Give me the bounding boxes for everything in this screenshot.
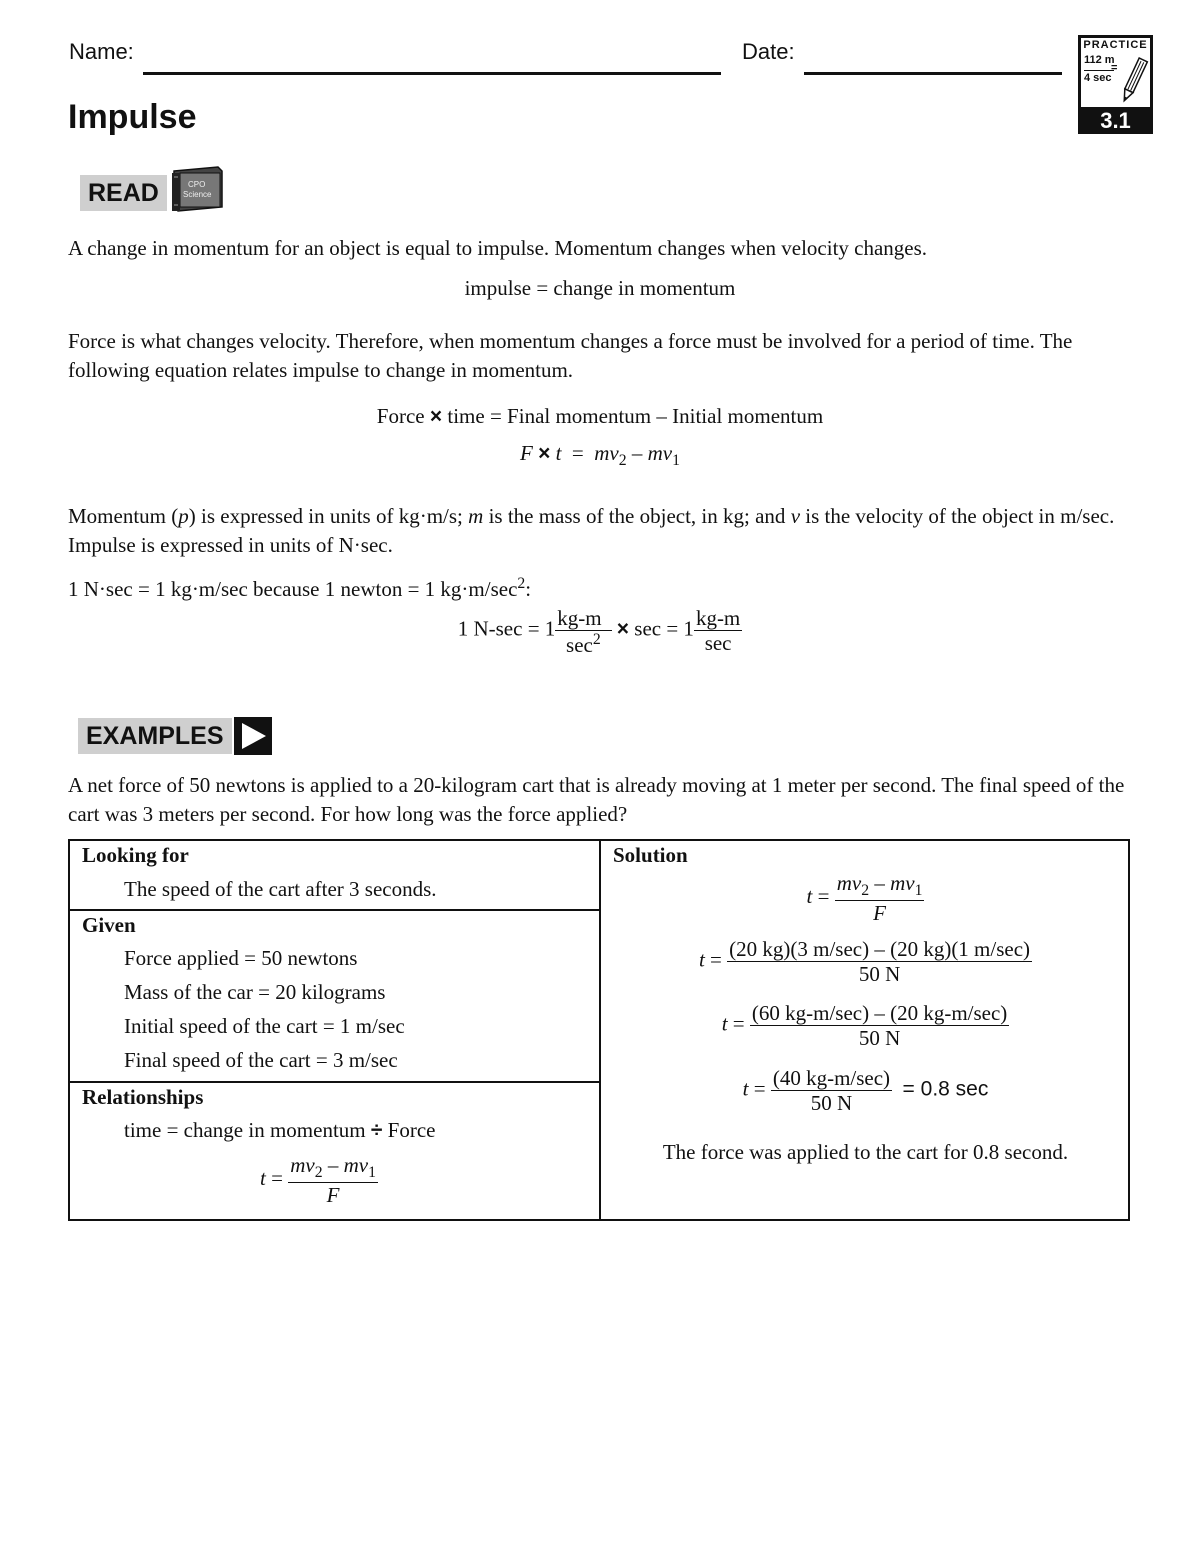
solution-step-2 — [601, 937, 1130, 986]
badge-word: PRACTICE — [1083, 39, 1148, 51]
s2-den: 50 N — [858, 962, 901, 987]
p3-b: ) is expressed in units of kg·m/s; — [188, 504, 469, 528]
eq3-mv2: mv — [594, 441, 619, 465]
badge-line1: 112 m — [1084, 54, 1115, 66]
s4-result: = 0.8 sec — [902, 1077, 989, 1101]
s4-t: t — [742, 1076, 749, 1101]
s3-frac — [750, 1001, 1009, 1050]
s2-num: (20 kg)(3 m/sec) – (20 kg)(1 m/sec) — [729, 937, 1031, 961]
s3-den: 50 N — [858, 1026, 901, 1051]
eq2-left: Force — [376, 404, 425, 428]
s4-frac — [771, 1066, 892, 1115]
p3-a: Momentum ( — [68, 504, 179, 528]
solution-step-4 — [601, 1066, 1130, 1115]
table-divider-1 — [70, 909, 600, 911]
badge-line2: 4 sec — [1084, 72, 1112, 84]
eq4-den2: sec — [704, 631, 732, 656]
page-title: Impulse — [68, 98, 197, 136]
s4-num: (40 kg-m/sec) — [772, 1066, 891, 1090]
eq4-den-sup: 2 — [592, 631, 601, 649]
s3-num: (60 kg-m/sec) – (20 kg-m/sec) — [751, 1001, 1008, 1025]
rel-sub1: 1 — [368, 1164, 376, 1182]
solution-step-3 — [601, 1001, 1130, 1050]
p4-end: : — [525, 577, 532, 601]
s1-eq: = — [817, 884, 830, 909]
eq4-frac-2 — [694, 606, 742, 655]
rel-t: t — [260, 1166, 266, 1191]
given-header: Given — [82, 913, 136, 937]
p3-d: is the velocity of the object in m/sec. Impulse is expressed in units of N·sec. — [68, 504, 1115, 557]
s2-eq: = — [710, 947, 722, 972]
rel-mv1: mv — [343, 1153, 369, 1177]
eq3-sub1: 1 — [672, 452, 681, 470]
p3-c: is the mass of the object, in kg; and — [483, 504, 791, 528]
s1-frac — [835, 871, 925, 925]
solution-header: Solution — [613, 843, 688, 867]
rel-frac — [288, 1153, 378, 1207]
eq4-frac-1 — [555, 604, 611, 657]
eq4-mid: sec = 1 — [634, 616, 694, 641]
equation-impulse: impulse = change in momentum — [464, 276, 736, 300]
s1-minus: – — [869, 871, 891, 895]
s4-den: 50 N — [810, 1091, 853, 1116]
relationships-text — [124, 1118, 435, 1143]
s3-eq: = — [732, 1011, 745, 1036]
p4-sup: 2 — [517, 575, 526, 592]
equation-force-time — [0, 404, 1200, 429]
relationships-equation — [260, 1153, 378, 1207]
p3-m: m — [468, 504, 484, 528]
read-paragraph-2: Force is what changes velocity. Therefore, when momentum changes a force must be involved for a period of time. The following equation relates impulse to change in momentum. — [68, 329, 1073, 382]
rel-div: ÷ — [370, 1119, 383, 1142]
badge-number: 3.1 — [1078, 107, 1153, 134]
eq3-F: F — [519, 441, 533, 465]
rel-text: time = change in momentum — [124, 1118, 366, 1142]
book-text-1: CPO — [188, 180, 206, 189]
equation-units — [0, 604, 1200, 657]
given-item: Mass of the car = 20 kilograms — [124, 980, 386, 1004]
date-field[interactable] — [804, 72, 1062, 75]
table-divider-2 — [70, 1081, 600, 1083]
solution-step-1 — [601, 871, 1130, 925]
eq3-sub2: 2 — [618, 452, 627, 470]
eq4-num2: kg-m — [695, 606, 741, 630]
read-paragraph-4 — [68, 569, 1138, 604]
s1-t: t — [806, 884, 813, 909]
name-label: Name: — [69, 39, 134, 64]
rel-F: F — [326, 1183, 340, 1208]
eq3-equals: = — [571, 441, 584, 465]
practice-badge — [1078, 35, 1153, 134]
name-field[interactable] — [143, 72, 721, 75]
given-item: Initial speed of the cart = 1 m/sec — [124, 1014, 405, 1038]
example-table — [68, 839, 1130, 1221]
s3-t: t — [721, 1011, 728, 1036]
rel-force: Force — [387, 1118, 436, 1142]
eq4-num: kg-m — [557, 606, 602, 630]
eq2-times: × — [429, 405, 443, 428]
eq2-right: time = Final momentum – Initial momentum — [447, 404, 824, 428]
eq4-den: sec — [566, 633, 593, 658]
example-problem: A net force of 50 newtons is applied to a 20-kilogram cart that is already moving at 1 meter per second. The final speed of the cart was 3 meters per second. For how long was the force applied? — [68, 773, 1125, 826]
given-item: Final speed of the cart = 3 m/sec — [124, 1048, 398, 1072]
s4-eq: = — [753, 1076, 766, 1101]
book-text-2: Science — [183, 190, 212, 199]
eq4-times: × — [616, 617, 630, 641]
eq3-t: t — [555, 441, 562, 465]
given-item: Force applied = 50 newtons — [124, 946, 358, 970]
read-paragraph-3 — [68, 502, 1138, 560]
badge-fraction-bar — [1084, 70, 1114, 71]
s1-mv1: mv — [890, 871, 915, 895]
s2-frac — [727, 937, 1032, 986]
rel-eq: = — [271, 1166, 283, 1191]
relationships-header: Relationships — [82, 1085, 204, 1109]
eq3-times: × — [538, 442, 551, 465]
rel-minus: – — [322, 1153, 344, 1177]
rel-mv2: mv — [290, 1153, 315, 1177]
eq3-minus: – — [631, 441, 643, 465]
p4-text: 1 N·sec = 1 kg·m/sec because 1 newton = 1 kg·m/sec — [68, 577, 518, 601]
badge-equals: = — [1111, 62, 1118, 74]
s1-mv2: mv — [836, 871, 862, 895]
read-paragraph-1: A change in momentum for an object is equal to impulse. Momentum changes when velocity changes. — [68, 236, 928, 260]
looking-for-header: Looking for — [82, 843, 189, 867]
play-arrow-icon — [234, 717, 272, 755]
equation-symbolic — [0, 441, 1200, 470]
p3-p: p — [178, 504, 189, 528]
s1-sub2: 2 — [861, 882, 870, 900]
s1-sub1: 1 — [914, 882, 923, 900]
eq3-mv1: mv — [647, 441, 673, 465]
book-icon — [168, 165, 226, 213]
looking-for-text: The speed of the cart after 3 seconds. — [124, 877, 437, 901]
s1-F: F — [873, 901, 886, 926]
read-tag: READ — [80, 175, 167, 211]
pencil-icon — [1119, 56, 1149, 106]
solution-answer: The force was applied to the cart for 0.8 second. — [662, 1140, 1069, 1164]
eq4-lhs: 1 N-sec = 1 — [457, 616, 556, 641]
rel-sub2: 2 — [314, 1164, 323, 1182]
p3-v: v — [790, 504, 801, 528]
date-label: Date: — [742, 39, 795, 64]
examples-tag: EXAMPLES — [78, 718, 232, 754]
s2-t: t — [698, 947, 705, 972]
